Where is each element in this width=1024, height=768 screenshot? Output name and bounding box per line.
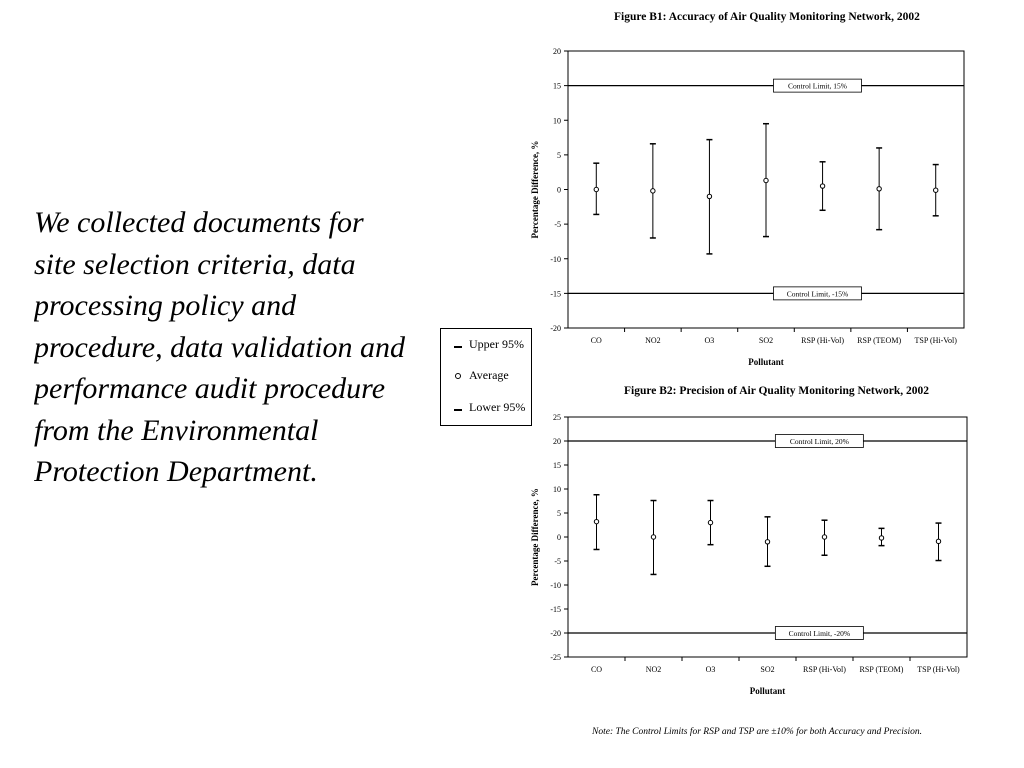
y-tick-label: 5 bbox=[557, 150, 561, 160]
body-paragraph: We collected documents for site selection criteria, data processing policy and procedure, data validation and performance audit procedure from the Environmental Protection Department. bbox=[34, 206, 406, 488]
average-point bbox=[879, 536, 883, 540]
control-limit-label: Control Limit, -15% bbox=[786, 289, 849, 299]
x-tick-label: NO2 bbox=[645, 336, 661, 345]
y-tick-label: 20 bbox=[553, 47, 561, 56]
footnote: Note: The Control Limits for RSP and TSP are ±10% for both Accuracy and Precision. bbox=[592, 727, 923, 737]
x-tick-label: NO2 bbox=[645, 665, 662, 674]
x-tick-label: TSP (Hi-Vol) bbox=[917, 665, 960, 674]
legend-average-label: Average bbox=[469, 368, 509, 382]
y-axis-label: Percentage Difference, % bbox=[530, 488, 540, 586]
average-point bbox=[934, 188, 938, 192]
y-tick-label: 15 bbox=[553, 81, 561, 91]
x-axis-label: Pollutant bbox=[749, 686, 786, 696]
average-point bbox=[764, 178, 768, 182]
y-tick-label: 0 bbox=[557, 185, 561, 195]
legend-lower bbox=[441, 400, 531, 415]
x-tick-label: TSP (Hi-Vol) bbox=[914, 336, 957, 345]
average-point bbox=[877, 187, 881, 191]
y-tick-label: -15 bbox=[550, 289, 561, 299]
y-tick-label: -15 bbox=[550, 605, 561, 614]
dash-icon bbox=[451, 400, 465, 415]
control-limit-label: Control Limit, -20% bbox=[788, 629, 851, 638]
precision-chart bbox=[520, 408, 980, 703]
legend-upper-label: Upper 95% bbox=[469, 337, 524, 351]
y-tick-label: -20 bbox=[550, 629, 561, 638]
figure-b1-title: Figure B1: Accuracy of Air Quality Monitoring Network, 2002 bbox=[614, 11, 920, 23]
average-point bbox=[594, 187, 598, 191]
y-tick-label: -5 bbox=[554, 557, 561, 566]
accuracy-chart bbox=[520, 40, 980, 375]
y-tick-label: -10 bbox=[550, 254, 561, 264]
legend-average bbox=[441, 368, 531, 383]
y-tick-label: 25 bbox=[553, 413, 561, 422]
legend-lower-label: Lower 95% bbox=[469, 400, 526, 414]
average-point bbox=[820, 184, 824, 188]
y-tick-label: -10 bbox=[550, 581, 561, 590]
circle-icon bbox=[451, 368, 465, 383]
figure-b2-title: Figure B2: Precision of Air Quality Monitoring Network, 2002 bbox=[624, 385, 930, 397]
x-tick-label: RSP (Hi-Vol) bbox=[801, 336, 845, 345]
average-point bbox=[936, 539, 940, 543]
control-limit-label: Control Limit, 20% bbox=[789, 437, 849, 446]
x-axis-label: Pollutant bbox=[748, 357, 784, 367]
y-tick-label: 20 bbox=[553, 437, 561, 446]
x-tick-label: CO bbox=[590, 665, 603, 674]
average-point bbox=[765, 540, 769, 544]
y-tick-label: -20 bbox=[550, 324, 561, 333]
y-tick-label: 0 bbox=[557, 533, 561, 542]
average-point bbox=[707, 194, 711, 198]
legend-upper bbox=[441, 337, 531, 352]
chart-legend bbox=[440, 328, 532, 426]
average-point bbox=[651, 535, 655, 539]
control-limit-label: Control Limit, 15% bbox=[787, 81, 847, 91]
y-tick-label: -5 bbox=[554, 220, 561, 230]
x-tick-label: O3 bbox=[705, 665, 716, 674]
average-point bbox=[651, 189, 655, 193]
y-tick-label: -25 bbox=[550, 653, 561, 662]
y-tick-label: 10 bbox=[553, 485, 561, 494]
y-tick-label: 15 bbox=[553, 461, 561, 470]
average-point bbox=[822, 535, 826, 539]
y-axis-label: Percentage Difference, % bbox=[530, 140, 540, 239]
dash-icon bbox=[451, 337, 465, 352]
y-tick-label: 10 bbox=[553, 116, 561, 126]
x-tick-label: CO bbox=[590, 336, 602, 345]
y-tick-label: 5 bbox=[557, 509, 561, 518]
x-tick-label: RSP (TEOM) bbox=[859, 665, 904, 674]
average-point bbox=[594, 519, 598, 523]
average-point bbox=[708, 520, 712, 524]
x-tick-label: SO2 bbox=[760, 665, 775, 674]
x-tick-label: SO2 bbox=[758, 336, 774, 345]
x-tick-label: O3 bbox=[704, 336, 715, 345]
x-tick-label: RSP (Hi-Vol) bbox=[803, 665, 846, 674]
x-tick-label: RSP (TEOM) bbox=[857, 336, 902, 345]
